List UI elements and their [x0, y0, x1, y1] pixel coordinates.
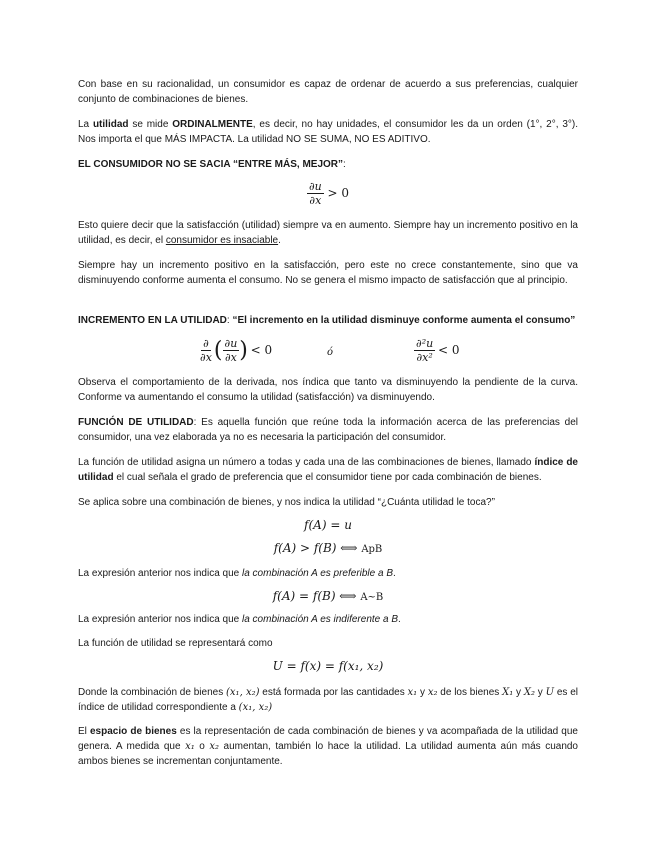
paragraph-utilidad-ordinal: La utilidad se mide ORDINALMENTE, es decir, no hay unidades, el consumidor les da un orden (1°, 2°, 3°). Nos importa el que MÁS IMPACTA. La utilidad NO SE SUMA, NO ES ADITIVO. — [78, 119, 578, 145]
equation-second-partial: $\frac{\text{∂²u}}{\text{∂x²}}$ < 0 — [416, 337, 460, 364]
paragraph-preferible: La expresión anterior nos indica que la combinación A es preferible a B. — [78, 568, 396, 579]
paragraph-cuanta-utilidad: Se aplica sobre una combinación de bienes, y nos indica la utilidad “¿Cuánta utilidad le toca?” — [78, 497, 495, 508]
paragraph-indiferente: La expresión anterior nos indica que la combinación A es indiferente a B. — [78, 614, 401, 625]
term-ordinalmente: ORDINALMENTE — [172, 119, 253, 130]
paragraph-espacio-bienes: El espacio de bienes es la representación de cada combinación de bienes y va acompañada de la utilidad que genera. A medida que x₁ o x₂ aumentan, también lo hace la utilidad. La utilidad aumenta aún más cuando ambos bienes se incrementan conjuntamente. — [78, 726, 578, 767]
paragraph-racionalidad: Con base en su racionalidad, un consumidor es capaz de ordenar de acuerdo a sus preferencias, cualquier conjunto de combinaciones de bienes. — [78, 79, 578, 105]
term-utilidad: utilidad — [92, 119, 129, 130]
paragraph-indice-utilidad: La función de utilidad asigna un número a todas y cada una de las combinaciones de bienes, llamado índice de utilidad el cual señala el grado de preferencia que el consumidor tiene por cada combinación de bienes. — [78, 457, 578, 483]
equation-nested-derivative: $\frac{\partial}{\partial x}$ ( $\frac{\partial u}{\partial x}$ ) < 0 — [200, 337, 273, 364]
heading-incremento-utilidad: INCREMENTO EN LA UTILIDAD: “El incremento en la utilidad disminuye conforme aumenta el consumo” — [78, 315, 576, 326]
heading-no-se-sacia: EL CONSUMIDOR NO SE SACIA “ENTRE MÁS, MEJOR”: — [78, 159, 346, 170]
equation-fa-u: f(A) = u — [304, 518, 352, 532]
equation-utility-function: U = f(x) = f(x₁, x₂) — [272, 659, 384, 673]
paragraph-funcion-utilidad: FUNCIÓN DE UTILIDAD: Es aquella función que reúne toda la información acerca de las preferencias del consumidor, una vez elaborada ya no es necesaria la participación del consumidor. — [78, 417, 578, 443]
equation-indiferente: f(A) = f(B) ⟺ A~B — [272, 589, 384, 603]
equation-preferible: f(A) > f(B) ⟺ ApB — [273, 541, 383, 555]
underlined-consumidor-insaciable: consumidor es insaciable — [165, 235, 279, 246]
paragraph-derivada: Observa el comportamiento de la derivada, nos índica que tanto va disminuyendo la pendiente de la curva. Conforme va aumentando el consumo la utilidad (satisfacción) va disminuyendo. — [78, 377, 578, 403]
paragraph-representara: La función de utilidad se representará como — [78, 638, 273, 649]
equation-second-derivative — [78, 337, 578, 371]
or-symbol: ó — [327, 347, 334, 358]
paragraph-insaciable: Esto quiere decir que la satisfacción (utilidad) siempre va en aumento. Siempre hay un incremento positivo en la utilidad, es decir, el consumidor es insaciable. — [78, 220, 578, 246]
paragraph-combinacion-bienes: Donde la combinación de bienes (x₁, x₂) está formada por las cantidades x₁ y x₂ de los bienes X₁ y X₂ y U es el índice de utilidad correspondiente a (x₁, x₂) — [78, 687, 579, 713]
equation-first-derivative: $\frac{\partial u}{\partial x}$ > 0 — [308, 180, 350, 207]
paragraph-incremento-positivo: Siempre hay un incremento positivo en la satisfacción, pero este no crece constantemente, sino que va disminuyendo conforme aumenta el consumo. No se genera el mismo impacto de satisfacción que al principio. — [78, 260, 578, 286]
fraction-du-dx: $\frac{\partial u}{\partial x}$ — [308, 180, 322, 207]
